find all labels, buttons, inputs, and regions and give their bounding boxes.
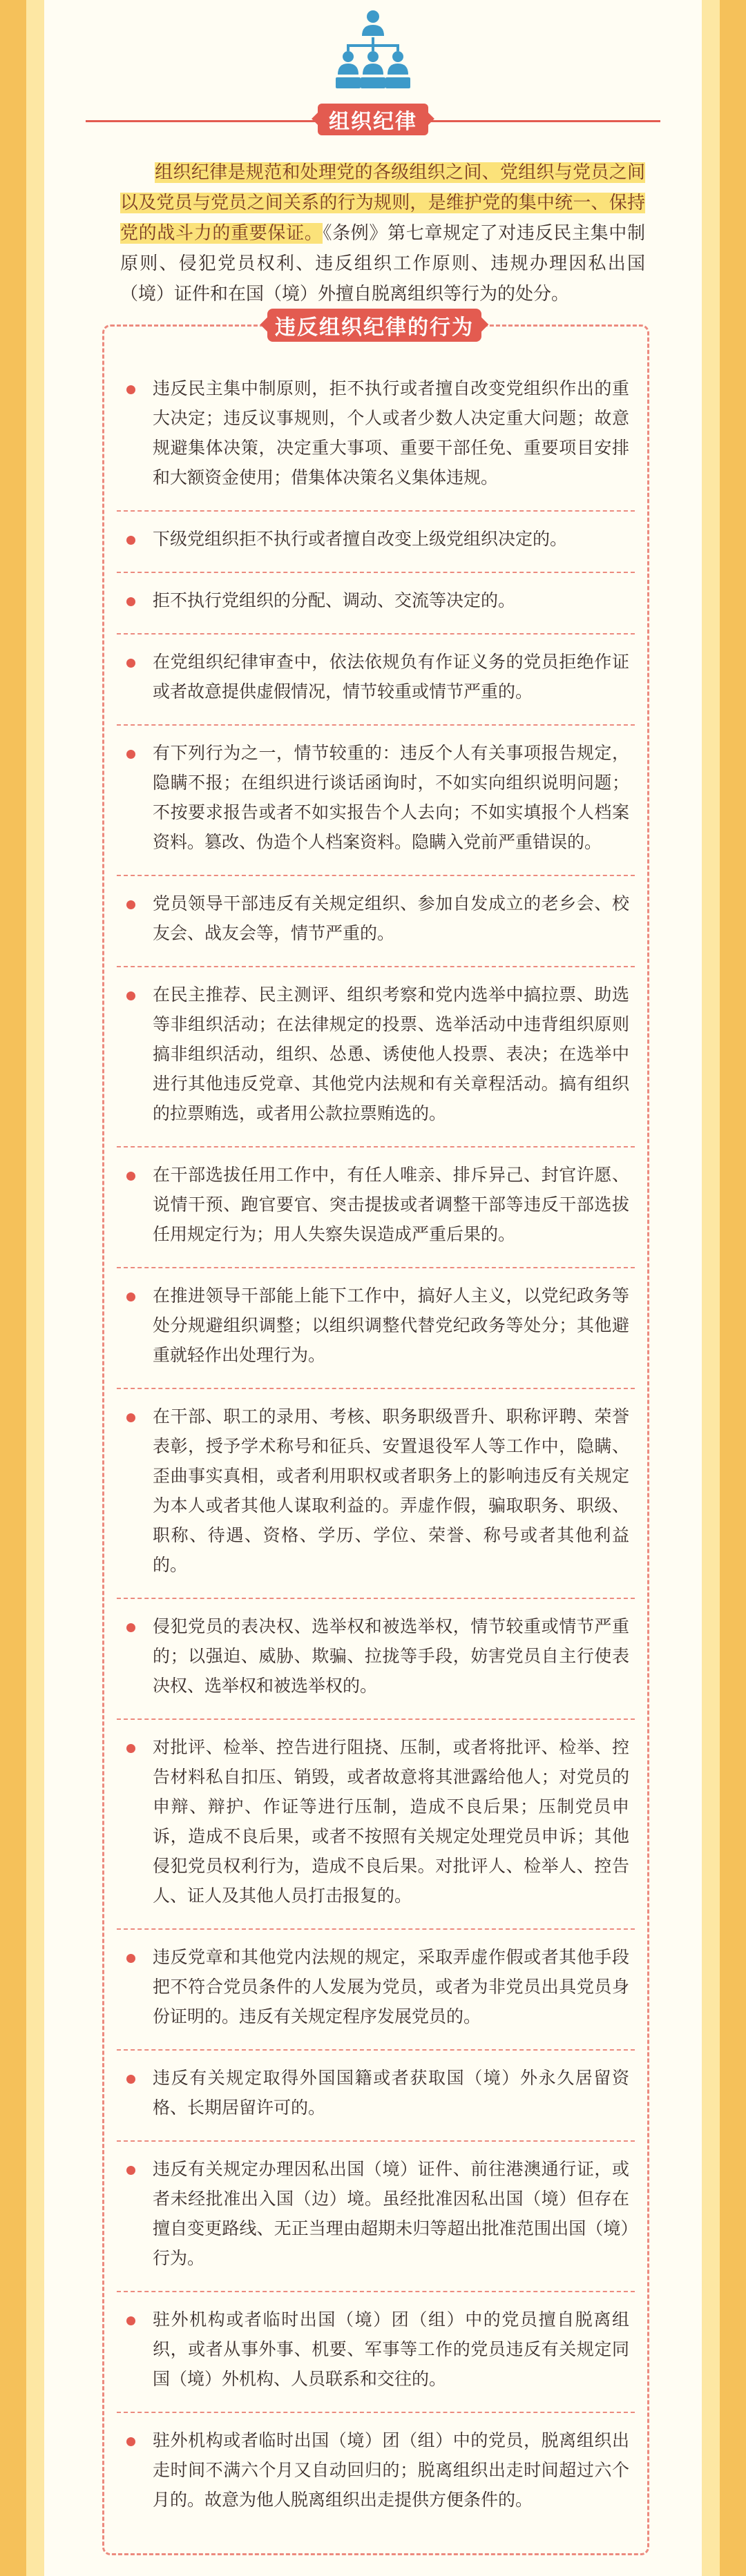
- left-border-stripe: [0, 0, 26, 2576]
- list-item: [104, 2292, 647, 2412]
- list-item: [104, 1268, 647, 1388]
- bullet-icon: [126, 750, 135, 759]
- bullet-icon: [126, 2316, 135, 2325]
- item-text: 违反有关规定办理因私出国（境）证件、前往港澳通行证，或者未经批准出入国（边）境。虽经批准因私出国（境）但存在擅自变更路线、无正当理由超期未归等超出批准范围出国（境）行为。: [153, 2159, 629, 2268]
- bullet-icon: [126, 1172, 135, 1181]
- content-panel: [44, 0, 702, 2576]
- list-item: [104, 876, 647, 966]
- item-text: 在干部选拔任用工作中，有任人唯亲、排斥异己、封官许愿、说情干预、跑官要官、突击提拔或者调整干部等违反干部选拔任用规定行为；用人失察失误造成严重后果的。: [153, 1165, 629, 1244]
- title-divider-right: [425, 120, 660, 122]
- title-divider-left: [86, 120, 321, 122]
- organization-hierarchy-icon: [334, 8, 412, 95]
- list-item: [104, 1930, 647, 2049]
- item-text: 在民主推荐、民主测评、组织考察和党内选举中搞拉票、助选等非组织活动；在法律规定的投票、选举活动中违背组织原则搞非组织活动，组织、怂恿、诱使他人投票、表决；在选举中进行其他违反党章、其他党内法规和有关章程活动。搞有组织的拉票贿选，或者用公款拉票贿选的。: [153, 985, 629, 1123]
- list-item: [104, 967, 647, 1146]
- header-title-row: [44, 104, 702, 138]
- list-item: [104, 1389, 647, 1598]
- list-item: [104, 635, 647, 724]
- bullet-icon: [126, 1623, 135, 1632]
- item-text: 驻外机构或者临时出国（境）团（组）中的党员，脱离组织出走时间不满六个月又自动回归的；脱离组织出走时间超过六个月的。故意为他人脱离组织出走提供方便条件的。: [153, 2430, 629, 2510]
- right-border-stripe: [720, 0, 746, 2576]
- list-item: [104, 361, 647, 510]
- item-text: 党员领导干部违反有关规定组织、参加自发成立的老乡会、校友会、战友会等，情节严重的。: [153, 893, 629, 943]
- item-text: 侵犯党员的表决权、选举权和被选举权，情节较重或情节严重的；以强迫、威胁、欺骗、拉拢等手段，妨害党员自主行使表决权、选举权和被选举权的。: [153, 1616, 629, 1696]
- item-text: 违反有关规定取得外国国籍或者获取国（境）外永久居留资格、长期居留许可的。: [153, 2068, 629, 2118]
- bullet-icon: [126, 659, 135, 668]
- bullet-icon: [126, 991, 135, 1000]
- bullet-icon: [126, 1292, 135, 1301]
- bullet-icon: [126, 1954, 135, 1963]
- list-item: [104, 512, 647, 572]
- intro-paragraph: [120, 157, 645, 309]
- bullet-icon: [126, 2166, 135, 2175]
- list-item: [104, 2142, 647, 2291]
- list-item: [104, 1599, 647, 1718]
- intro-body: 《条例》第七章规定了对违反民主集中制原则、侵犯党员权利、违反组织工作原则、违规办理因私出国（境）证件和在国（境）外擅自脱离组织等行为的处分。: [120, 223, 645, 304]
- bullet-icon: [126, 1413, 135, 1422]
- item-text: 下级党组织拒不执行或者擅自改变上级党组织决定的。: [153, 529, 568, 549]
- item-text: 有下列行为之一，情节较重的：违反个人有关事项报告规定，隐瞒不报；在组织进行谈话函询时，不如实向组织说明问题；不按要求报告或者不如实报告个人去向；不如实填报个人档案资料。篡改、伪造个人档案资料。隐瞒入党前严重错误的。: [153, 743, 629, 852]
- intro-highlight: 组织纪律是规范和处理党的各级组织之间、党组织与党员之间以及党员与党员之间关系的行为规则，是维护党的集中统一、保持党的战斗力的重要保证。: [120, 162, 645, 244]
- list-item: [104, 2413, 647, 2533]
- list-item: [104, 573, 647, 633]
- list-item: [104, 726, 647, 875]
- list-item: [104, 1720, 647, 1928]
- list-item: [104, 2051, 647, 2140]
- bullet-icon: [126, 900, 135, 909]
- item-text: 拒不执行党组织的分配、调动、交流等决定的。: [153, 590, 516, 610]
- item-text: 违反民主集中制原则，拒不执行或者擅自改变党组织作出的重大决定；违反议事规则，个人或者少数人决定重大问题；故意规避集体决策，决定重大事项、重要干部任免、重要项目安排和大额资金使用；借集体决策名义集体违规。: [153, 378, 629, 487]
- bullet-icon: [126, 2437, 135, 2446]
- item-text: 在党组织纪律审查中，依法依规负有作证义务的党员拒绝作证或者故意提供虚假情况，情节较重或情节严重的。: [153, 652, 629, 701]
- bullet-icon: [126, 2075, 135, 2084]
- bullet-icon: [126, 1744, 135, 1753]
- item-text: 驻外机构或者临时出国（境）团（组）中的党员擅自脱离组织，或者从事外事、机要、军事等工作的党员违反有关规定同国（境）外机构、人员联系和交往的。: [153, 2309, 629, 2389]
- item-text: 在推进领导干部能上能下工作中，搞好人主义，以党纪政务等处分规避组织调整；以组织调整代替党纪政务等处分；其他避重就轻作出处理行为。: [153, 1286, 629, 1365]
- item-text: 违反党章和其他党内法规的规定，采取弄虚作假或者其他手段把不符合党员条件的人发展为党员，或者为非党员出具党员身份证明的。违反有关规定程序发展党员的。: [153, 1947, 629, 2026]
- page-title: 组织纪律: [318, 104, 428, 135]
- bullet-icon: [126, 597, 135, 606]
- section-title: 违反组织纪律的行为: [267, 309, 481, 342]
- bullet-icon: [126, 536, 135, 545]
- violations-section: [102, 316, 649, 2555]
- violations-list: [104, 361, 647, 2533]
- bullet-icon: [126, 385, 135, 394]
- item-text: 对批评、检举、控告进行阻挠、压制，或者将批评、检举、控告材料私自扣压、销毁，或者故意将其泄露给他人；对党员的申辩、辩护、作证等进行压制，造成不良后果；压制党员申诉，造成不良后果，或者不按照有关规定处理党员申诉；其他侵犯党员权利行为，造成不良后果。对批评人、检举人、控告人、证人及其他人员打击报复的。: [153, 1737, 629, 1906]
- item-text: 在干部、职工的录用、考核、职务职级晋升、职称评聘、荣誉表彰，授予学术称号和征兵、安置退役军人等工作中，隐瞒、歪曲事实真相，或者利用职权或者职务上的影响违反有关规定为本人或者其他人谋取利益的。弄虚作假，骗取职务、职级、职称、待遇、资格、学历、学位、荣誉、称号或者其他利益的。: [153, 1406, 629, 1575]
- list-item: [104, 1147, 647, 1267]
